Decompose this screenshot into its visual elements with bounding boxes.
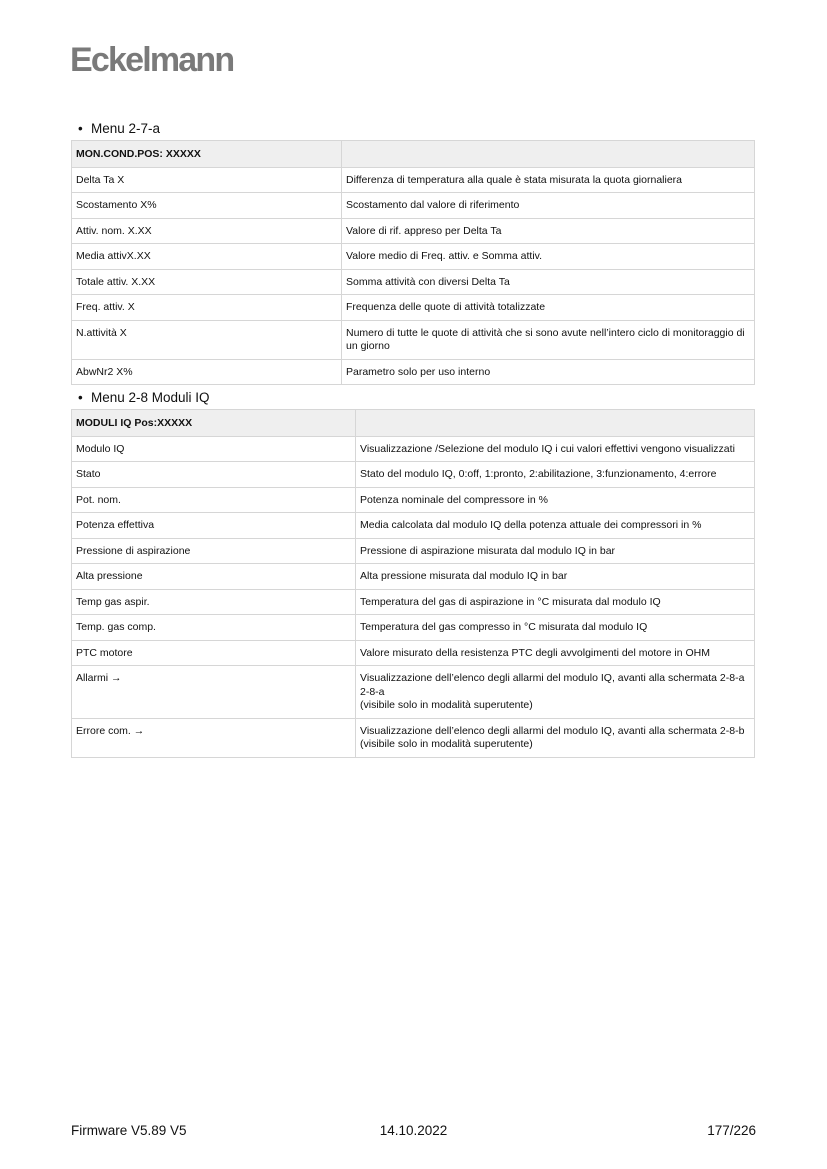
table-row [72, 513, 755, 539]
parameter-description-cell: Temperatura del gas compresso in °C misurata dal modulo IQ [356, 615, 755, 641]
parameter-name-cell: Media attivX.XX [72, 244, 342, 270]
footer-firmware: Firmware V5.89 V5 [71, 1123, 187, 1138]
bullet-icon: • [78, 390, 83, 405]
parameter-name-cell: Scostamento X% [72, 193, 342, 219]
table-header-row [72, 410, 755, 437]
table-row [72, 615, 755, 641]
parameter-name-cell: Potenza effettiva [72, 513, 356, 539]
parameter-name-cell: Pressione di aspirazione [72, 538, 356, 564]
parameter-description-cell: Somma attività con diversi Delta Ta [342, 269, 755, 295]
parameter-name-cell: AbwNr2 X% [72, 359, 342, 385]
parameter-description-cell: Media calcolata dal modulo IQ della potenza attuale dei compressori in % [356, 513, 755, 539]
parameter-description-cell: Valore misurato della resistenza PTC degli avvolgimenti del motore in OHM [356, 640, 755, 666]
parameter-description-cell: Pressione di aspirazione misurata dal modulo IQ in bar [356, 538, 755, 564]
parameter-description-cell: Valore di rif. appreso per Delta Ta [342, 218, 755, 244]
parameter-description-cell: Stato del modulo IQ, 0:off, 1:pronto, 2:abilitazione, 3:funzionamento, 4:errore [356, 462, 755, 488]
parameter-description-cell: Visualizzazione dell’elenco degli allarmi del modulo IQ, avanti alla schermata 2-8-a 2-8-a (visibile solo in modalità superutente) [356, 666, 755, 719]
table-row [72, 269, 755, 295]
parameter-name-cell: Pot. nom. [72, 487, 356, 513]
table-row [72, 436, 755, 462]
section-menu-2-8 [71, 389, 755, 758]
parameter-description-cell: Scostamento dal valore di riferimento [342, 193, 755, 219]
parameter-description-cell: Valore medio di Freq. attiv. e Somma attiv. [342, 244, 755, 270]
parameter-name-cell: Modulo IQ [72, 436, 356, 462]
table-header-cell [342, 141, 755, 168]
parameter-name-cell: Delta Ta X [72, 167, 342, 193]
table-header-cell: MON.COND.POS: XXXXX [72, 141, 342, 168]
parameter-description-cell: Numero di tutte le quote di attività che si sono avute nell’intero ciclo di monitoraggio di un giorno [342, 320, 755, 359]
table-row [72, 487, 755, 513]
parameter-name-cell: Attiv. nom. X.XX [72, 218, 342, 244]
section-title-text: Menu 2-8 Moduli IQ [91, 390, 210, 405]
footer-page-number: 177/226 [707, 1123, 756, 1138]
table-row [72, 589, 755, 615]
parameter-name-cell: Errore com. → [72, 718, 356, 757]
parameter-name-cell: Alta pressione [72, 564, 356, 590]
table-row [72, 640, 755, 666]
parameter-name-cell: Temp. gas comp. [72, 615, 356, 641]
table-row [72, 167, 755, 193]
table-row [72, 564, 755, 590]
table-row [72, 359, 755, 385]
parameter-description-cell: Frequenza delle quote di attività totalizzate [342, 295, 755, 321]
parameter-description-cell: Differenza di temperatura alla quale è stata misurata la quota giornaliera [342, 167, 755, 193]
parameter-name-cell: Stato [72, 462, 356, 488]
parameter-description-cell: Temperatura del gas di aspirazione in °C misurata dal modulo IQ [356, 589, 755, 615]
parameter-name-cell: Temp gas aspir. [72, 589, 356, 615]
parameter-name-cell: Totale attiv. X.XX [72, 269, 342, 295]
menu-2-8-table [71, 409, 755, 758]
table-row [72, 718, 755, 757]
menu-2-7-a-table [71, 140, 755, 385]
parameter-name-cell: Allarmi → [72, 666, 356, 719]
parameter-description-cell: Parametro solo per uso interno [342, 359, 755, 385]
footer-date: 14.10.2022 [379, 1123, 448, 1138]
table-row [72, 244, 755, 270]
parameter-description-cell: Potenza nominale del compressore in % [356, 487, 755, 513]
parameter-description-cell: Visualizzazione dell’elenco degli allarmi del modulo IQ, avanti alla schermata 2-8-b (visibile solo in modalità superutente) [356, 718, 755, 757]
bullet-icon: • [78, 121, 83, 136]
table-row [72, 218, 755, 244]
parameter-name-cell: PTC motore [72, 640, 356, 666]
section-menu-2-7-a [71, 120, 755, 385]
table-row [72, 666, 755, 719]
eckelmann-logo: Eckelmann [70, 41, 234, 79]
table-header-row [72, 141, 755, 168]
table-row [72, 462, 755, 488]
section-title [71, 120, 755, 138]
parameter-name-cell: N.attività X [72, 320, 342, 359]
section-title-text: Menu 2-7-a [91, 121, 161, 136]
section-title [71, 389, 755, 407]
table-row [72, 538, 755, 564]
parameter-description-cell: Alta pressione misurata dal modulo IQ in bar [356, 564, 755, 590]
table-row [72, 295, 755, 321]
table-header-cell: MODULI IQ Pos:XXXXX [72, 410, 356, 437]
table-header-cell [356, 410, 755, 437]
parameter-description-cell: Visualizzazione /Selezione del modulo IQ i cui valori effettivi vengono visualizzati [356, 436, 755, 462]
table-row [72, 193, 755, 219]
parameter-name-cell: Freq. attiv. X [72, 295, 342, 321]
table-row [72, 320, 755, 359]
